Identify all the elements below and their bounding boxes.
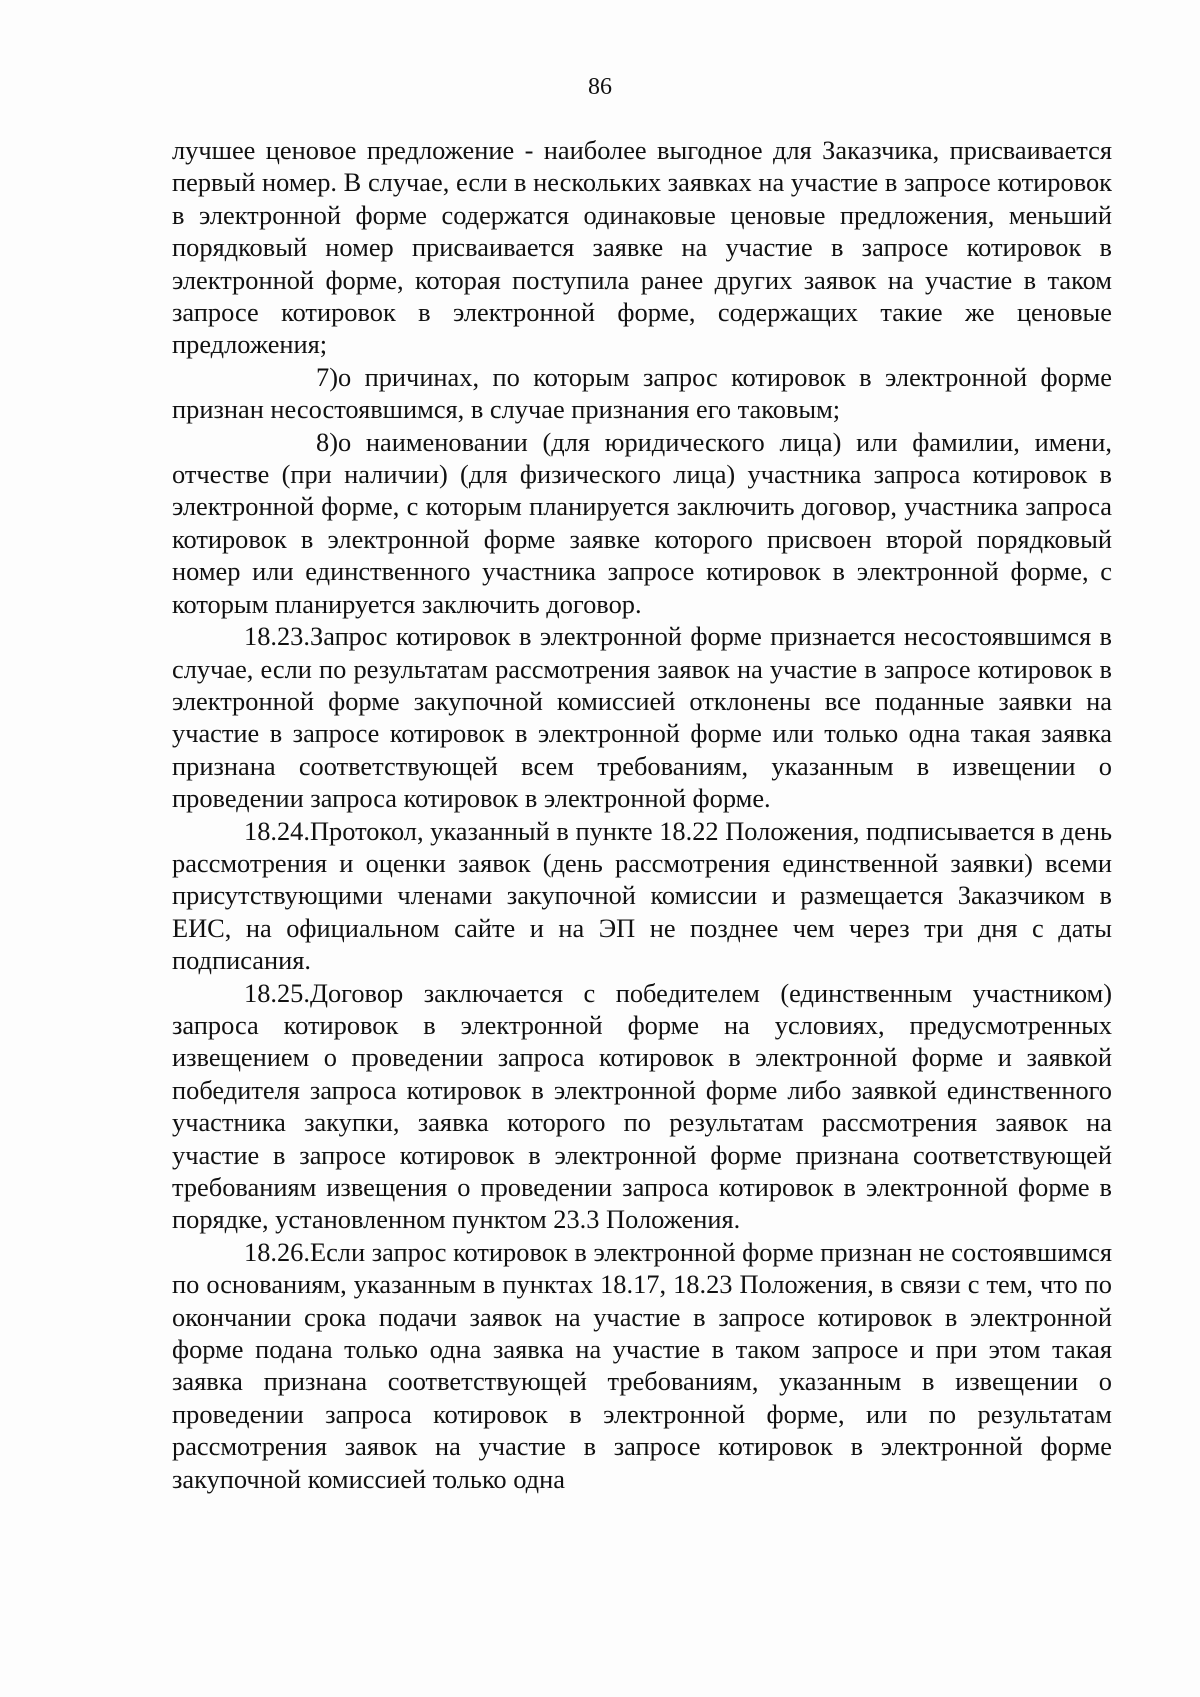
page-number: 86 (588, 74, 612, 100)
paragraph-18-25: 18.25.Договор заключается с победителем (единственным участником) запроса котировок в электронной форме на условиях, предусмотренных извещением о проведении запроса котировок в электронной форме и заявкой победителя запроса котировок в электронной форме либо заявкой единственного участника закупки, заявка которого по результатам рассмотрения заявок на участие в запросе котировок в электронной форме признана соответствующей требованиям извещения о проведении запроса котировок в электронной форме в порядке, установленном пунктом 23.3 Положения. (172, 977, 1112, 1235)
paragraph-continued: лучшее ценовое предложение - наиболее выгодное для Заказчика, присваивается первый номер. В случае, если в нескольких заявках на участие в запросе котировок в электронной форме содержатся одинаковые ценовые предложения, меньший порядковый номер присваивается заявке на участие в запросе котировок в электронной форме, которая поступила ранее других заявок на участие в таком запросе котировок в электронной форме, содержащих такие же ценовые предложения; (172, 135, 1112, 360)
item-number: 8) (316, 426, 338, 457)
paragraph-item-8 (172, 426, 1112, 620)
paragraph-item-7 (172, 361, 1112, 426)
item-text: о наименовании (для юридического лица) или фамилии, имени, отчестве (при наличии) (для физического лица) участника запроса котировок в электронной форме, с которым планируется заключить договор, участника запроса котировок в электронной форме заявке которого присвоен второй порядковый номер или единственного участника запросе котировок в электронной форме, с которым планируется заключить договор. (172, 426, 1112, 619)
paragraph-18-23: 18.23.Запрос котировок в электронной форме признается несостоявшимся в случае, если по результатам рассмотрения заявок на участие в запросе котировок в электронной форме закупочной комиссией отклонены все поданные заявки на участие в запросе котировок в электронной форме или только одна такая заявка признана соответствующей всем требованиям, указанным в извещении о проведении запроса котировок в электронной форме. (172, 621, 1112, 814)
item-text: о причинах, по которым запрос котировок в электронной форме признан несостоявшимся, в случае признания его таковым; (172, 361, 1112, 425)
paragraph-18-26: 18.26.Если запрос котировок в электронной форме признан не состоявшимся по основаниям, указанным в пунктах 18.17, 18.23 Положения, в связи с тем, что по окончании срока подачи заявок на участие в запросе котировок в электронной форме подана только одна заявка на участие в таком запросе и при этом такая заявка признана соответствующей требованиям, указанным в извещении о проведении запроса котировок в электронной форме, или по результатам рассмотрения заявок на участие в запросе котировок в электронной форме закупочной комиссией только одна (172, 1236, 1112, 1494)
item-number: 7) (316, 361, 338, 392)
document-body (172, 134, 1112, 1495)
paragraph-18-24: 18.24.Протокол, указанный в пункте 18.22 Положения, подписывается в день рассмотрения и оценки заявок (день рассмотрения единственной заявки) всеми присутствующими членами закупочной комиссии и размещается Заказчиком в ЕИС, на официальном сайте и на ЭП не позднее чем через три дня с даты подписания. (172, 815, 1112, 976)
